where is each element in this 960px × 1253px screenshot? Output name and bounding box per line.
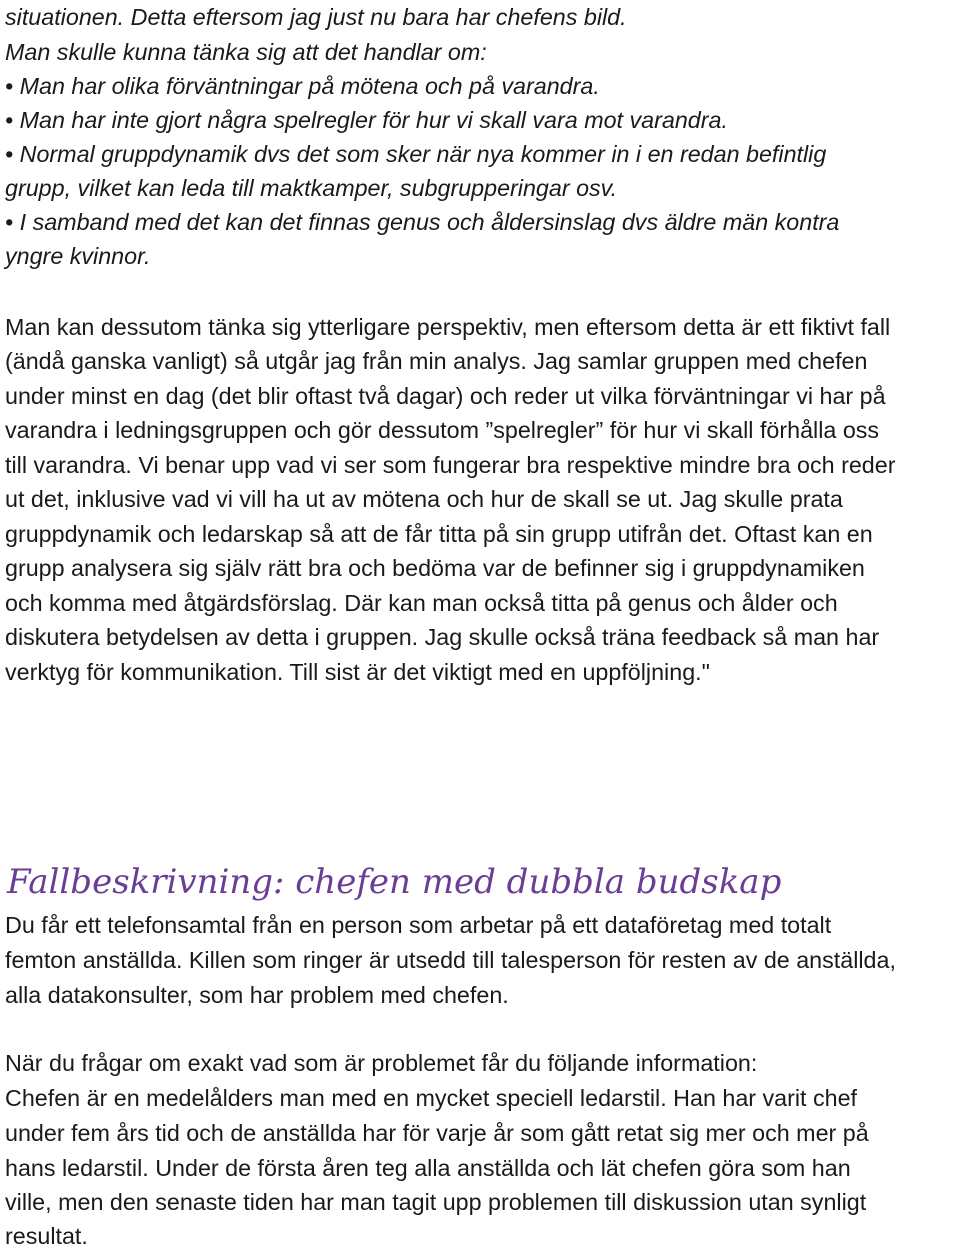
intro-line: situationen. Detta eftersom jag just nu bara har chefens bild. <box>5 4 627 30</box>
case-info-line: ville, men den senaste tiden har man tagit upp problemen till diskussion utan synligt <box>5 1189 867 1215</box>
case-intro-line: femton anställda. Killen som ringer är utsedd till talesperson för resten av de anställda, <box>5 947 896 973</box>
bullet-item-continuation: grupp, vilket kan leda till maktkamper, subgrupperingar osv. <box>5 175 618 201</box>
analysis-line: (ändå ganska vanligt) så utgår jag från min analys. Jag samlar gruppen med chefen <box>5 348 868 374</box>
case-intro-line: Du får ett telefonsamtal från en person som arbetar på ett dataföretag med totalt <box>5 912 832 938</box>
analysis-line: gruppdynamik och ledarskap så att de får titta på sin grupp utifrån det. Oftast kan en <box>5 521 873 547</box>
case-info-line: Chefen är en medelålders man med en mycket speciell ledarstil. Han har varit chef <box>5 1085 858 1111</box>
bullet-item-continuation: yngre kvinnor. <box>5 243 151 269</box>
case-heading: Fallbeskrivning: chefen med dubbla budskap <box>7 862 782 902</box>
analysis-line: verktyg för kommunikation. Till sist är det viktigt med en uppföljning." <box>5 659 710 685</box>
analysis-line: Man kan dessutom tänka sig ytterligare perspektiv, men eftersom detta är ett fiktivt fall <box>5 314 891 340</box>
intro-line: Man skulle kunna tänka sig att det handlar om: <box>5 39 487 65</box>
analysis-line: ut det, inklusive vad vi vill ha ut av mötena och hur de skall se ut. Jag skulle prata <box>5 486 843 512</box>
bullet-item: • I samband med det kan det finnas genus och åldersinslag dvs äldre män kontra <box>5 209 840 235</box>
case-info-line: under fem års tid och de anställda har för varje år som gått retat sig mer och mer på <box>5 1120 869 1146</box>
analysis-line: varandra i ledningsgruppen och gör dessutom ”spelregler” för hur vi skall förhålla oss <box>5 417 880 443</box>
analysis-line: diskutera betydelsen av detta i gruppen. Jag skulle också träna feedback så man har <box>5 624 880 650</box>
case-info-line: resultat. <box>5 1223 88 1249</box>
analysis-line: till varandra. Vi benar upp vad vi ser som fungerar bra respektive mindre bra och reder <box>5 452 896 478</box>
analysis-line: grupp analysera sig själv rätt bra och bedöma var de befinner sig i gruppdynamiken <box>5 555 865 581</box>
case-intro-line: alla datakonsulter, som har problem med chefen. <box>5 982 509 1008</box>
analysis-line: under minst en dag (det blir oftast två dagar) och reder ut vilka förväntningar vi har på <box>5 383 886 409</box>
case-info-line: När du frågar om exakt vad som är problemet får du följande information: <box>5 1050 758 1076</box>
analysis-line: och komma med åtgärdsförslag. Där kan man också titta på genus och ålder och <box>5 590 838 616</box>
case-info-line: hans ledarstil. Under de första åren teg alla anställda och lät chefen göra som han <box>5 1155 851 1181</box>
bullet-item: • Man har olika förväntningar på mötena och på varandra. <box>5 73 600 99</box>
bullet-item: • Man har inte gjort några spelregler för hur vi skall vara mot varandra. <box>5 107 728 133</box>
bullet-item: • Normal gruppdynamik dvs det som sker när nya kommer in i en redan befintlig <box>5 141 827 167</box>
